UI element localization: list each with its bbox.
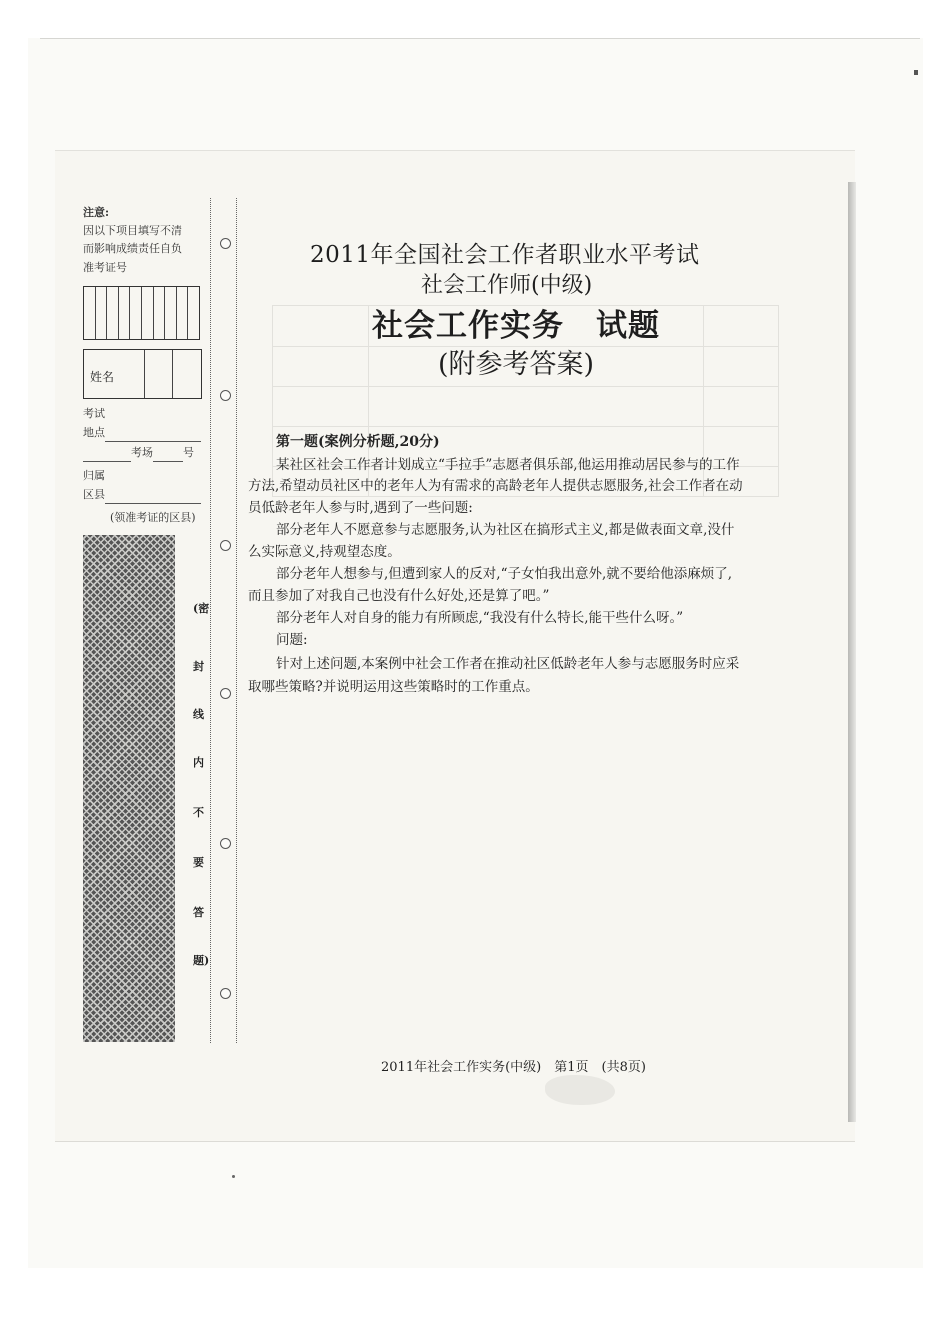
exam-subject: 社会工作实务 试题 [372, 308, 660, 344]
binding-hole [220, 988, 231, 999]
exam-room-field[interactable] [83, 444, 194, 462]
notice-line-1: 因以下项目填写不清 [83, 224, 182, 237]
district-note: (领准考证的区县) [110, 511, 196, 524]
ask-label: 问题: [276, 632, 308, 648]
faint-stamp-mark [545, 1075, 615, 1105]
location-blank[interactable] [105, 429, 201, 442]
case-text-line: 某社区社会工作者计划成立“手拉手”志愿者俱乐部,他运用推动居民参与的工作 [276, 457, 740, 473]
scan-top-edge [40, 38, 920, 39]
exam-location-field[interactable] [83, 424, 201, 442]
sealed-hatch-area [83, 535, 175, 1042]
ticket-digit-cell[interactable] [142, 287, 154, 339]
name-field[interactable] [83, 349, 202, 399]
binding-hole [220, 838, 231, 849]
case-text-line: 而且参加了对我自己也没有什么好处,还是算了吧。” [248, 588, 550, 604]
ticket-digit-cell[interactable] [177, 287, 189, 339]
name-cell-divider [172, 350, 173, 398]
exam-title: 2011年全国社会工作者职业水平考试 [310, 242, 700, 268]
exam-level: 社会工作师(中级) [421, 273, 593, 298]
seal-text-char: 答 [193, 906, 204, 919]
ticket-digit-cell[interactable] [107, 287, 119, 339]
ticket-number-grid[interactable] [83, 286, 200, 340]
case-text-line: 么实际意义,持观望态度。 [248, 544, 401, 560]
seal-cut-line [210, 198, 211, 1043]
location-label: 地点 [83, 426, 105, 439]
paper-fold-shadow [848, 182, 856, 1122]
ticket-digit-cell[interactable] [154, 287, 166, 339]
case-text-line: 部分老年人不愿意参与志愿服务,认为社区在搞形式主义,都是做表面文章,没什 [276, 522, 735, 538]
seal-text-char: 题) [193, 954, 210, 967]
seat-blank[interactable] [153, 449, 183, 462]
ticket-digit-cell[interactable] [130, 287, 142, 339]
seal-text-char: 要 [193, 856, 204, 869]
seal-text-char: 封 [193, 660, 204, 673]
number-label: 号 [183, 446, 194, 459]
ticket-digit-cell[interactable] [165, 287, 177, 339]
ticket-digit-cell[interactable] [119, 287, 131, 339]
ask-text-line: 取哪些策略?并说明运用这些策略时的工作重点。 [248, 679, 539, 695]
room-blank[interactable] [83, 449, 131, 462]
district-blank[interactable] [105, 491, 201, 504]
belong-label: 归属 [83, 469, 105, 482]
case-text-line: 方法,希望动员社区中的老年人为有需求的高龄老年人提供志愿服务,社会工作者在动 [248, 478, 743, 494]
district-label: 区县 [83, 488, 105, 501]
room-label: 考场 [131, 446, 153, 459]
name-cell-divider [144, 350, 145, 398]
notice-title: 注意: [83, 206, 110, 219]
binding-hole [220, 540, 231, 551]
district-field[interactable] [83, 486, 201, 504]
binding-hole [220, 688, 231, 699]
binding-hole [220, 238, 231, 249]
exam-label: 考试 [83, 407, 105, 420]
ask-text-line: 针对上述问题,本案例中社会工作者在推动社区低龄老年人参与志愿服务时应采 [276, 656, 740, 672]
seal-text-char: (密 [193, 602, 210, 615]
seal-text-char: 线 [193, 708, 204, 721]
seal-text-char: 内 [193, 756, 204, 769]
name-label: 姓名 [90, 370, 115, 384]
scan-corner-mark [914, 70, 918, 75]
binding-hole [220, 390, 231, 401]
ticket-digit-cell[interactable] [188, 287, 199, 339]
notice-line-2: 而影响成绩责任自负 [83, 242, 182, 255]
question-heading: 第一题(案例分析题,20分) [276, 434, 440, 450]
page-footer: 2011年社会工作实务(中级) 第1页 (共8页) [381, 1060, 646, 1075]
exam-answer-note: (附参考答案) [438, 349, 595, 380]
case-text-line: 部分老年人想参与,但遭到家人的反对,“子女怕我出意外,就不要给他添麻烦了, [276, 566, 733, 582]
seal-text-char: 不 [193, 806, 204, 819]
case-text-line: 部分老年人对自身的能力有所顾虑,“我没有什么特长,能干些什么呀。” [276, 610, 684, 626]
case-text-line: 员低龄老年人参与时,遇到了一些问题: [248, 500, 473, 516]
scan-speck [232, 1175, 235, 1178]
ticket-digit-cell[interactable] [96, 287, 108, 339]
seal-cut-line [236, 198, 237, 1043]
ticket-digit-cell[interactable] [84, 287, 96, 339]
ticket-number-label: 准考证号 [83, 261, 127, 274]
